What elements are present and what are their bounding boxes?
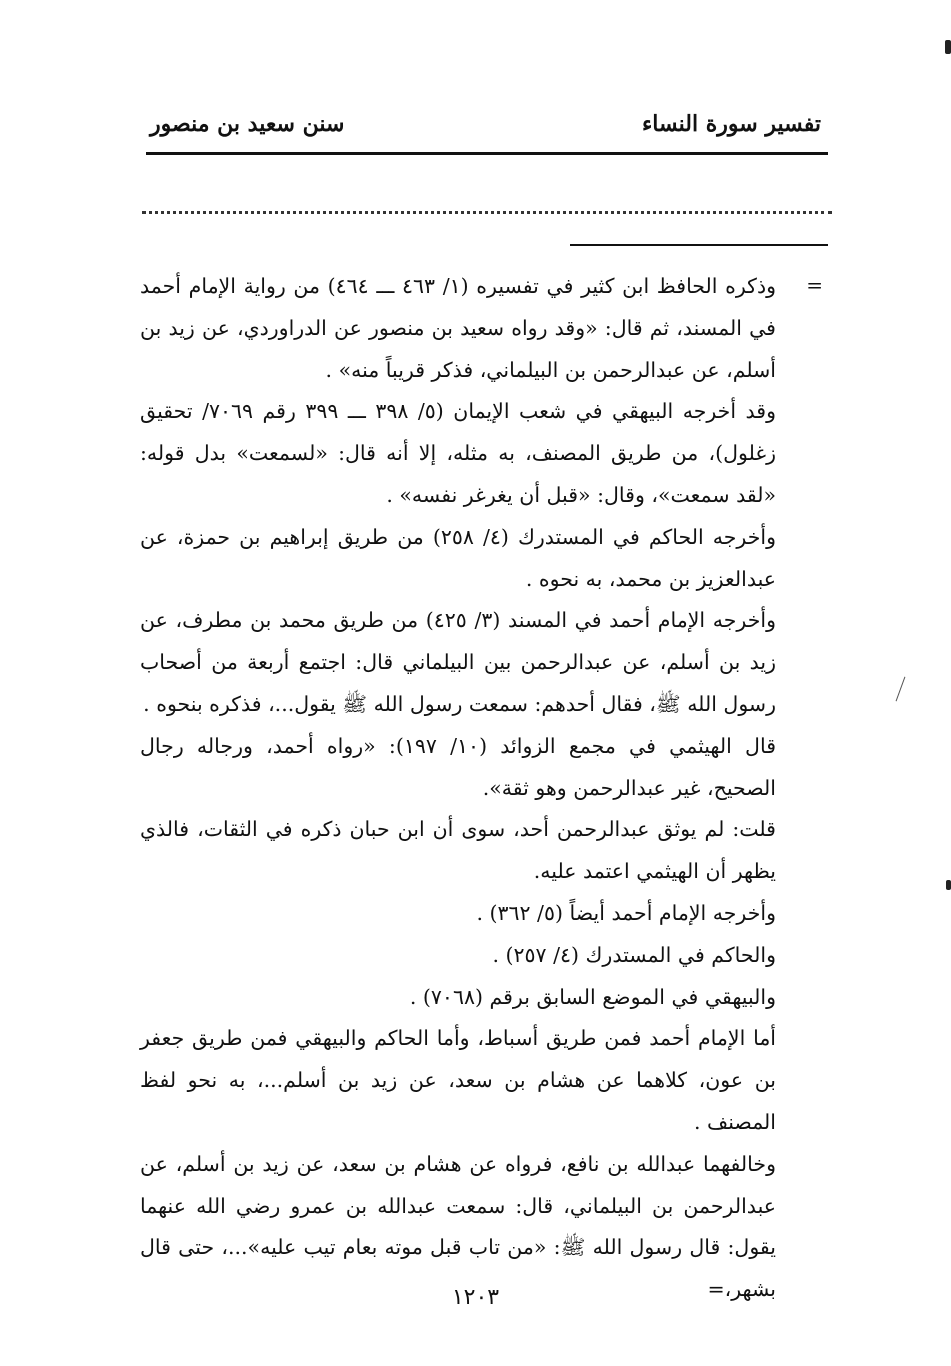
paragraph: والحاكم في المستدرك (٤/ ٢٥٧) .	[492, 942, 776, 967]
paragraph: قلت: لم يوثق عبدالرحمن أحد، سوى أن ابن حبان ذكره في الثقات، فالذي يظهر أن الهيثمي اعتمد عليه.	[140, 817, 776, 884]
paragraph: وذكره الحافظ ابن كثير في تفسيره (١/ ٤٦٣ ـــ ٤٦٤) من رواية الإمام أحمد في المسند، ثم قال: «وقد رواه سعيد بن منصور عن الدراوردي، عن زيد بن أسلم، عن عبدالرحمن بن البيلماني، فذكر قريباً منه» .	[140, 274, 776, 382]
header-rule	[146, 152, 828, 155]
dotted-separator	[142, 194, 832, 214]
continuation-mark: =	[806, 273, 823, 297]
footnote-rule	[570, 244, 828, 246]
paragraph: وأخرجه الإمام أحمد أيضاً (٥/ ٣٦٢) .	[476, 900, 776, 925]
paragraph: وقد أخرجه البيهقي في شعب الإيمان (٥/ ٣٩٨ ـــ ٣٩٩ رقم ٧٠٦٩/ تحقيق زغلول)، من طريق المصنف، به مثله، إلا أنه قال: «لسمعت» بدل قوله: «لقد سمعت»، وقال: «قبل أن يغرغر نفسه» .	[140, 399, 776, 507]
paragraph: وخالفهما عبدالله بن نافع، فرواه عن هشام بن سعد، عن زيد بن أسلم، عن عبدالرحمن بن البيلماني، قال: سمعت عبدالله بن عمرو رضي الله عنهما يقول: قال رسول الله ﷺ: «من تاب قبل موته بعام تيب عليه»...، حتى قال بشهر،=	[140, 1151, 776, 1302]
scan-mark	[945, 40, 951, 54]
paragraph: وأخرجه الحاكم في المستدرك (٤/ ٢٥٨) من طريق إبراهيم بن حمزة، عن عبدالعزيز بن محمد، به نحوه .	[140, 524, 776, 591]
paragraph: والبيهقي في الموضع السابق برقم (٧٠٦٨) .	[409, 984, 776, 1009]
paragraph: قال الهيثمي في مجمع الزوائد (١٠/ ١٩٧): «رواه أحمد، ورجاله رجال الصحيح، غير عبدالرحمن وهو ثقة».	[140, 733, 776, 800]
scan-mark	[946, 880, 951, 890]
paragraph: أما الإمام أحمد فمن طريق أسباط، وأما الحاكم والبيهقي فمن طريق جعفر بن عون، كلاهما عن هشام بن سعد، عن زيد بن أسلم...، به نحو لفظ المصنف .	[140, 1026, 776, 1134]
running-title-surah: تفسير سورة النساء	[641, 111, 821, 137]
scan-mark	[896, 677, 906, 702]
running-title-book: سنن سعيد بن منصور	[150, 111, 345, 137]
page-number: ١٢٠٣	[451, 1285, 500, 1310]
paragraph: وأخرجه الإمام أحمد في المسند (٣/ ٤٢٥) من طريق محمد بن مطرف، عن زيد بن أسلم، عن عبدالرحمن بين البيلماني قال: اجتمع أربعة من أصحاب رسول الله ﷺ، فقال أحدهم: سمعت رسول الله ﷺ يقول...، فذكره بنحوه .	[140, 608, 776, 716]
footnote-body	[140, 266, 776, 1311]
